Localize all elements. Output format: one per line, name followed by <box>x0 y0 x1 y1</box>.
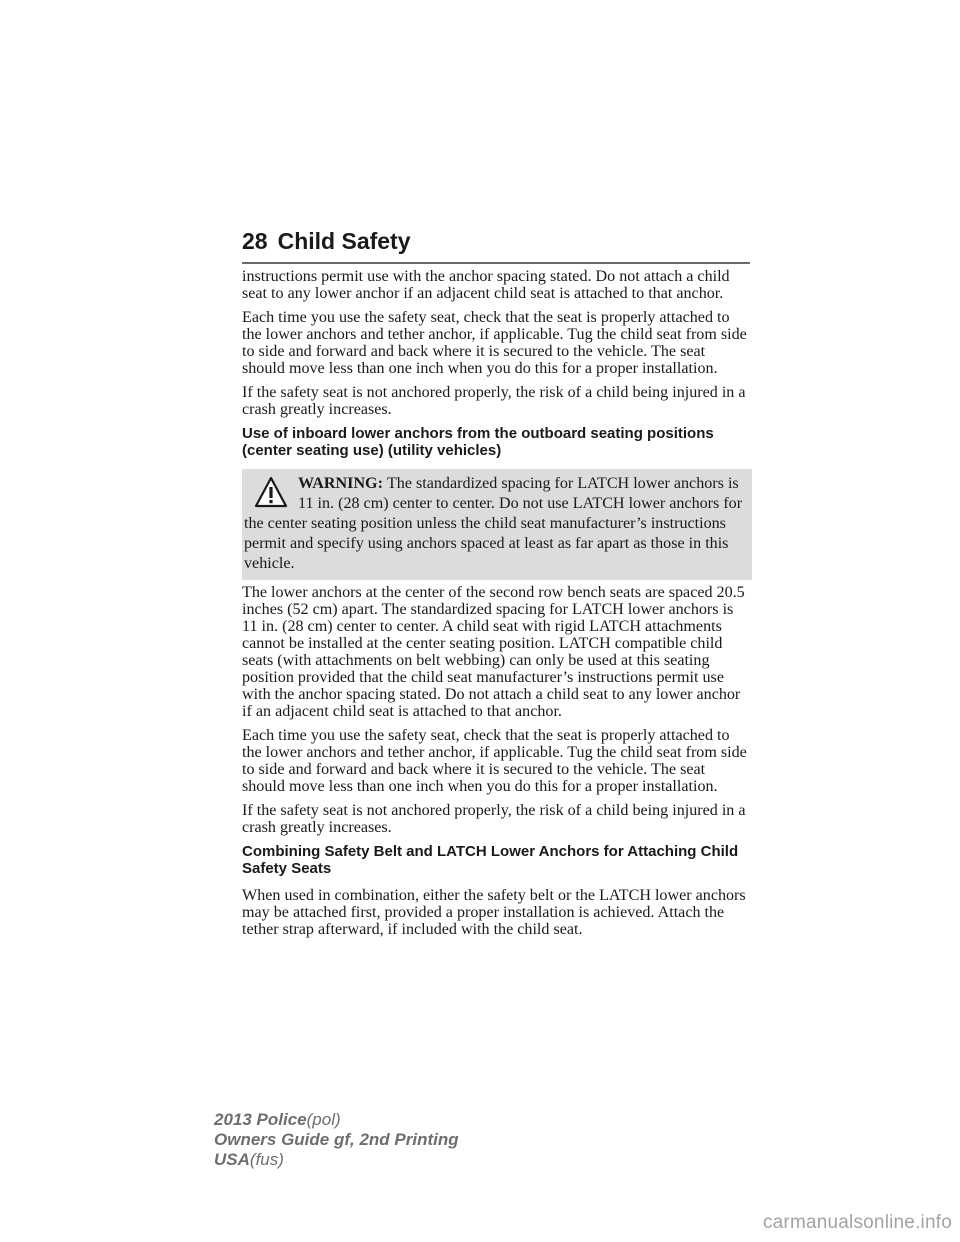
paragraph: When used in combination, either the safety belt or the LATCH lower anchors may be attached first, provided a proper installation is achieved. Attach the tether strap afterward, if included with the child seat. <box>242 887 746 938</box>
section-title: Child Safety <box>277 228 411 254</box>
page-header <box>242 226 750 264</box>
paragraph: The lower anchors at the center of the second row bench seats are spaced 20.5 inches (52 cm) apart. The standardized spacing for LATCH lower anchors is 11 in. (28 cm) center to center. A child seat with rigid LATCH attachments cannot be installed at the center seating position. LATCH compatible child seats (with attachments on belt webbing) can only be used at this seating position provided that the child seat manufacturer’s instructions permit use with the anchor spacing stated. Do not attach a child seat to any lower anchor if an adjacent child seat is attached to that anchor. <box>242 584 745 720</box>
page-content <box>242 268 752 945</box>
watermark: carmanualsonline.info <box>762 1212 952 1233</box>
section-heading: Use of inboard lower anchors from the outboard seating positions (center seating use) (utility vehicles) <box>242 425 714 459</box>
section-heading: Combining Safety Belt and LATCH Lower Anchors for Attaching Child Safety Seats <box>242 843 739 877</box>
paragraph: Each time you use the safety seat, check that the seat is properly attached to the lower anchors and tether anchor, if applicable. Tug the child seat from side to side and forward and back where it is secured to the vehicle. The seat should move less than one inch when you do this for a proper installation. <box>242 727 747 795</box>
footer-line <box>214 1110 459 1130</box>
footer-market: USA <box>214 1150 250 1169</box>
warning-label: WARNING: <box>298 475 383 492</box>
footer-line <box>214 1150 459 1170</box>
paragraph: instructions permit use with the anchor spacing stated. Do not attach a child seat to any lower anchor if an adjacent child seat is attached to that anchor. <box>242 268 730 302</box>
paragraph: If the safety seat is not anchored properly, the risk of a child being injured in a crash greatly increases. <box>242 384 746 418</box>
warning-triangle-icon <box>254 476 288 508</box>
footer-model-code: (pol) <box>306 1110 341 1129</box>
footer-model: 2013 Police <box>214 1110 307 1129</box>
page-number: 28 <box>242 228 268 254</box>
footer-market-code: (fus) <box>249 1150 284 1169</box>
paragraph: If the safety seat is not anchored properly, the risk of a child being injured in a crash greatly increases. <box>242 802 746 836</box>
print-footer <box>214 1110 459 1170</box>
warning-text: The standardized spacing for LATCH lower anchors is 11 in. (28 cm) center to center. Do not use LATCH lower anchors for the center seating position unless the child seat manufacturer’s instructions permit and specify using anchors spaced at least as far apart as those in this vehicle. <box>244 475 743 572</box>
footer-line: Owners Guide gf, 2nd Printing <box>214 1130 459 1149</box>
paragraph: Each time you use the safety seat, check that the seat is properly attached to the lower anchors and tether anchor, if applicable. Tug the child seat from side to side and forward and back where it is secured to the vehicle. The seat should move less than one inch when you do this for a proper installation. <box>242 309 747 377</box>
warning-box <box>242 469 752 580</box>
